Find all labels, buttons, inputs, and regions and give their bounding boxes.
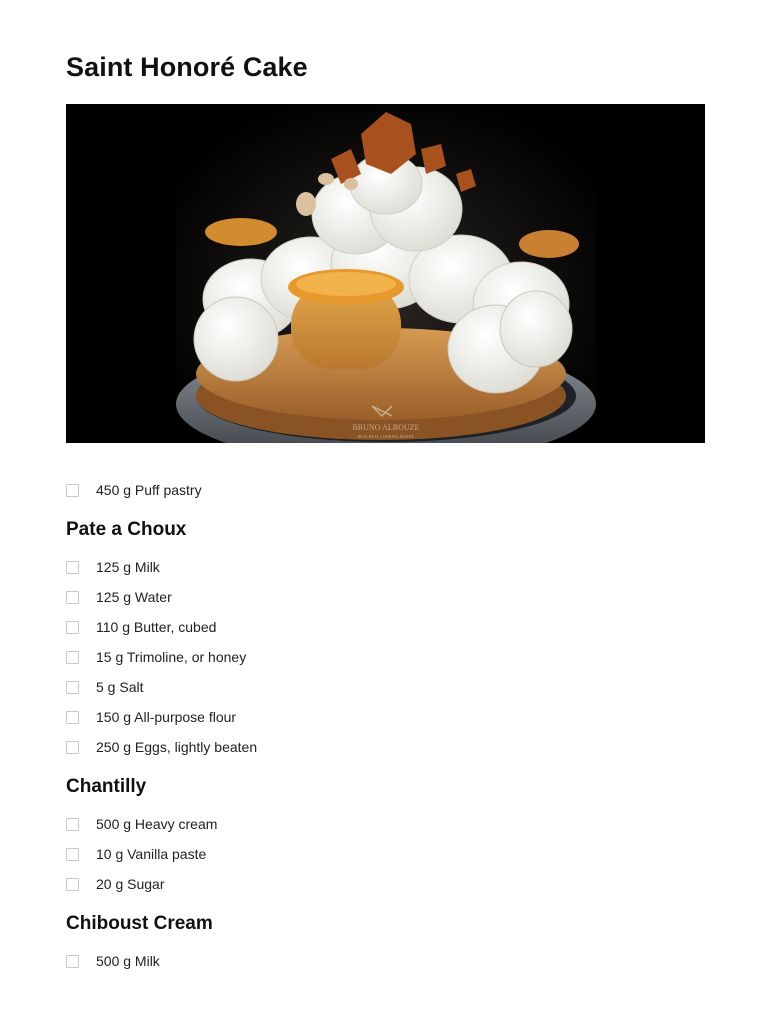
ingredient-checkbox[interactable] xyxy=(66,711,79,724)
ingredient-item xyxy=(66,844,206,864)
ingredient-item xyxy=(66,951,160,971)
ingredient-label: 15 g Trimoline, or honey xyxy=(96,649,247,665)
ingredient-label: 450 g Puff pastry xyxy=(96,482,202,498)
ingredient-label: 125 g Milk xyxy=(96,559,160,575)
photo-watermark-sub: REAL REAL COOKING PASTRY xyxy=(357,434,415,439)
section-heading-chiboust-cream: Chiboust Cream xyxy=(66,913,213,934)
ingredient-checkbox[interactable] xyxy=(66,621,79,634)
ingredient-checkbox[interactable] xyxy=(66,848,79,861)
ingredient-item xyxy=(66,814,217,834)
section-heading-pate-a-choux: Pate a Choux xyxy=(66,519,187,540)
ingredient-label: 110 g Butter, cubed xyxy=(96,619,217,635)
ingredient-checkbox[interactable] xyxy=(66,561,79,574)
ingredient-label: 500 g Heavy cream xyxy=(96,816,218,832)
ingredient-item xyxy=(66,647,246,667)
ingredient-checkbox[interactable] xyxy=(66,591,79,604)
ingredient-label: 150 g All-purpose flour xyxy=(96,709,237,725)
ingredient-label: 125 g Water xyxy=(96,589,172,605)
ingredient-label: 10 g Vanilla paste xyxy=(96,846,207,862)
ingredient-checkbox[interactable] xyxy=(66,651,79,664)
ingredient-checkbox[interactable] xyxy=(66,818,79,831)
ingredient-label: 500 g Milk xyxy=(96,953,160,969)
ingredient-label: 250 g Eggs, lightly beaten xyxy=(96,739,258,755)
ingredient-checkbox[interactable] xyxy=(66,681,79,694)
ingredient-checkbox[interactable] xyxy=(66,484,79,497)
ingredient-item xyxy=(66,707,236,727)
ingredient-checkbox[interactable] xyxy=(66,955,79,968)
ingredient-item xyxy=(66,557,160,577)
recipe-photo xyxy=(66,104,705,443)
ingredient-item xyxy=(66,677,143,697)
recipe-title: Saint Honoré Cake xyxy=(66,52,308,82)
ingredient-label: 5 g Salt xyxy=(96,679,144,695)
ingredient-item xyxy=(66,737,257,757)
ingredient-checkbox[interactable] xyxy=(66,878,79,891)
ingredient-item xyxy=(66,480,202,500)
ingredient-item xyxy=(66,617,216,637)
section-heading-chantilly: Chantilly xyxy=(66,776,147,797)
photo-watermark: BRUNO ALBOUZE xyxy=(352,423,420,432)
ingredient-item xyxy=(66,587,172,607)
ingredient-item xyxy=(66,874,165,894)
ingredient-checkbox[interactable] xyxy=(66,741,79,754)
ingredient-label: 20 g Sugar xyxy=(96,876,165,892)
